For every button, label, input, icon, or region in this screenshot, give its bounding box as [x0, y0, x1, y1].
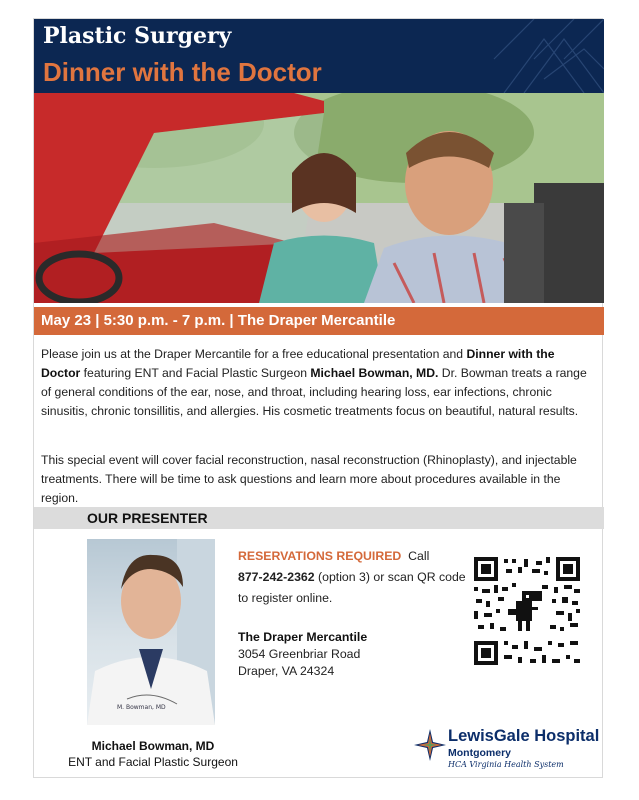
- intro-text-a: Please join us at the Draper Mercantile for a free educational presentation and: [41, 347, 467, 361]
- intro-text-c: Dr. Bowman treats a range of general conditions of the ear, nose, and throat, including hearing loss, ear infections, chronic sinusitis, chronic tonsillitis, and allergies. His cosmetic treatments focus on beautiful, natural results.: [41, 366, 587, 418]
- flyer: [33, 18, 603, 778]
- intro-text-b: featuring ENT and Facial Plastic Surgeon: [80, 366, 311, 380]
- reservations-call-text: Call: [408, 549, 430, 563]
- headshot-illustration: [87, 539, 215, 725]
- svg-text:M. Bowman, MD: M. Bowman, MD: [117, 704, 166, 711]
- header-banner: [34, 19, 604, 93]
- presenter-section-title: OUR PRESENTER: [87, 510, 208, 526]
- intro-paragraph-2: This special event will cover facial reconstruction, nasal reconstruction (Rhinoplasty), and injectable treatments. There will be time to ask questions and learn more about procedures available in the region.: [41, 453, 577, 505]
- hero-photo: [34, 93, 604, 303]
- hospital-logo: [414, 725, 600, 773]
- reservations-label: RESERVATIONS REQUIRED: [238, 549, 402, 563]
- event-date-banner: May 23 | 5:30 p.m. - 7 p.m. | The Draper Mercantile: [34, 307, 604, 335]
- star-logo-icon: [414, 729, 446, 761]
- phone-number[interactable]: 877-242-2362: [238, 570, 315, 584]
- reservations-text-b: (option 3) or scan QR code to register online.: [238, 570, 466, 605]
- presenter-section-bar: [34, 507, 604, 529]
- presenter-headshot: [87, 539, 215, 725]
- venue-city: Draper, VA 24324: [238, 664, 335, 678]
- venue-address: [238, 629, 438, 680]
- venue-street: 3054 Greenbriar Road: [238, 647, 361, 661]
- hero-photo-illustration: [34, 93, 604, 303]
- title-line2: Dinner with the Doctor: [43, 57, 322, 87]
- presenter-title: ENT and Facial Plastic Surgeon: [68, 755, 238, 769]
- intro-paragraph-1: [41, 345, 591, 421]
- venue-name: The Draper Mercantile: [238, 630, 368, 644]
- logo-name: LewisGale Hospital: [448, 727, 600, 745]
- logo-location: Montgomery: [448, 747, 511, 759]
- reservations-block: [238, 546, 468, 609]
- title-line1: Plastic Surgery: [43, 23, 232, 49]
- logo-system: HCA Virginia Health System: [448, 760, 564, 769]
- intro-bold-event: Dinner with the Doctor: [41, 347, 555, 380]
- presenter-name: Michael Bowman, MD: [91, 739, 215, 753]
- decorative-pattern: [484, 19, 604, 93]
- intro-bold-doctor: Michael Bowman, MD.: [310, 366, 439, 380]
- qr-code[interactable]: [472, 555, 582, 667]
